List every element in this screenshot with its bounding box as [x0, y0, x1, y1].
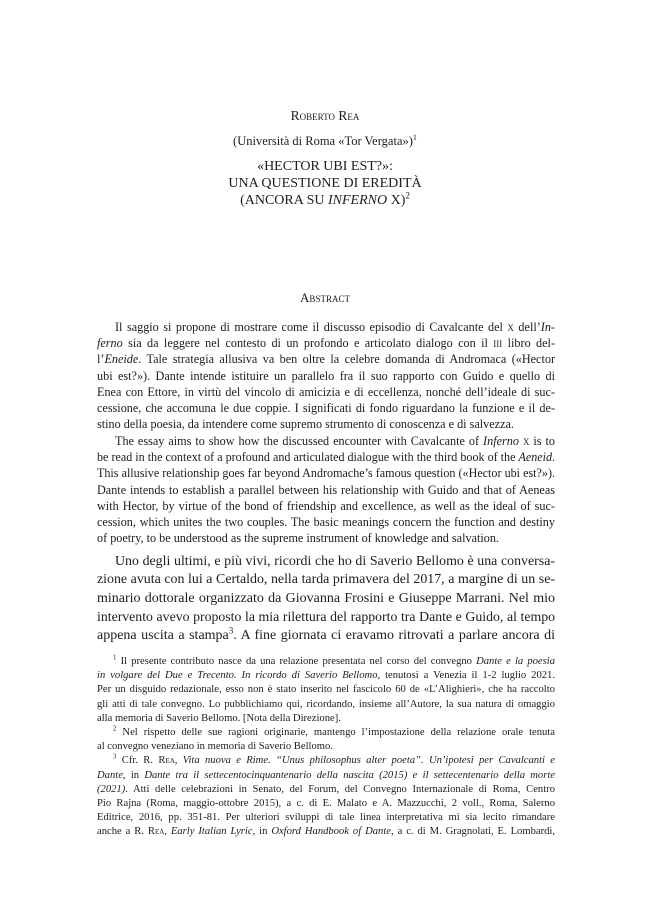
abstract-english — [97, 433, 555, 546]
body-line: minario dottorale organizzato da Giovanna Frosini e Giuseppe Marrani. Nel mio — [97, 590, 555, 606]
title-line-3: (ANCORA SU INFERNO X)$^2$ — [240, 190, 410, 208]
footnote-marker-1[interactable]: 1 — [412, 132, 417, 142]
abstract-italian — [97, 319, 555, 432]
footnote-1-line: gli atti di tale convegno. Lo pubblichiamo qui, ricordando, insieme all’Autore, la sua natura di omaggio — [97, 698, 555, 710]
abstract-heading: Abstract — [300, 290, 350, 305]
article-title — [0, 158, 650, 209]
body-line: intervento avevo proposto la mia rilettura del rapporto tra Dante e Guido, al tempo — [97, 609, 555, 625]
footnote-3-line: anche a R. Rea, Early Italian Lyric, in Oxford Handbook of Dante, a c. di M. Gragnolati, E. Lombardi, — [97, 826, 555, 838]
abstract-it-line: Il saggio si propone di mostrare come il discusso episodio di Cavalcante del x dell’In- — [115, 320, 555, 334]
footnotes — [97, 655, 555, 840]
title-line-1: «HECTOR UBI EST?»: — [257, 159, 393, 174]
abstract-en-line: of poetry, to be understood as the supreme instrument of knowledge and salvation. — [97, 531, 499, 546]
author-name: Roberto Rea — [290, 108, 360, 123]
footnote-marker-2[interactable]: 2 — [405, 190, 410, 201]
abstract-en-line: This allusive relationship goes far beyond Andromache’s famous question («Hector ubi est?»). — [97, 466, 555, 481]
abstract-it-line: l’Eneide. Tale strategia allusiva va ben oltre la celebre domanda di Andromaca («Hector — [97, 352, 555, 367]
abstract-en-line: The essay aims to show how the discussed encounter with Cavalcante of Inferno x is to — [115, 434, 556, 448]
footnote-3-line: $^3$ Cfr. R. Rea, Vita nuova e Rime. “Unus philosophus alter poeta”. Un’ipotesi per Cavalcanti e — [113, 753, 555, 767]
abstract-it-line: ubi est?»). Dante intende istituire un parallelo fra il suo rapporto con Guido e quello di — [97, 368, 555, 383]
body-text — [97, 553, 555, 645]
footnote-1-line: alla memoria di Saverio Bellomo. [Nota della Direzione]. — [97, 712, 341, 724]
footnote-3-line: (2021). Atti delle celebrazioni in Senato, del Forum, del Convegno Internazionale di Roma, Centro — [97, 783, 555, 795]
footnote-number-3: 3 — [113, 753, 117, 761]
abstract-it-line: ferno sia da leggere nel contesto di un profondo e articolato dialogo con il iii libro del- — [97, 336, 556, 351]
footnote-3-line: Dante, in Dante tra il settecentocinquantenario della nascita (2015) e il settecentenario della morte — [97, 769, 555, 781]
footnote-1-line: $^1$ Il presente contributo nasce da una relazione presentata nel corso del convegno Dante e la poesia — [113, 654, 555, 667]
author-affiliation — [0, 134, 650, 149]
footnote-2-line: al convegno veneziano in memoria di Saverio Bellomo. — [97, 741, 333, 753]
abstract-en-line: Dante intends to establish a parallel between his relationship with Guido and that of Aeneas — [97, 482, 555, 497]
abstract-en-line: be read in the context of a profound and articulated dialogue with the third book of the Aeneid. — [97, 450, 556, 465]
footnote-1-line: Per un disguido redazionale, esso non è stato inserito nel fascicolo 60 de «L’Alighieri», che ha raccolto — [97, 684, 555, 696]
abstract-en-line: with Hector, by virtue of the bond of friendship and excellence, as well as the ideal of suc- — [97, 498, 555, 513]
title-line-2: UNA QUESTIONE DI EREDITÀ — [228, 176, 422, 191]
body-line: zione avuta con lui a Certaldo, nella tarda primavera del 2017, a margine di un se- — [97, 572, 555, 588]
body-line: appena uscita a stampa$^3$. A fine giornata ci eravamo ritrovati a parlare ancora di — [97, 624, 555, 643]
footnote-2-line: $^2$ Nel rispetto delle sue ragioni originarie, mantengo l’impostazione della relazione orale tenuta — [113, 725, 555, 739]
footnote-number-2: 2 — [113, 725, 117, 733]
abstract-it-line: stino della poesia, da intendere come supremo strumento di conoscenza e di salvezza. — [97, 417, 514, 432]
abstract-en-line: cession, which unites the two couples. The basic meanings concern the function and destiny — [97, 515, 555, 530]
abstract-it-line: Enea con Ettore, in virtù del vincolo di amicizia e di eccellenza, nonché dell’ideale di suc- — [97, 384, 555, 399]
affiliation-text: (Università di Roma «Tor Vergata») — [233, 134, 413, 148]
abstract-it-line: cessione, che accomuna le due coppie. I significati di fondo riguardano la funzione e il de- — [97, 401, 555, 416]
footnote-3-line: Editrice, 2016, pp. 351-81. Per ulteriori sviluppi di tale linea interpretativa mi sia lecito rimandare — [97, 812, 555, 824]
footnote-marker-3[interactable]: 3 — [228, 624, 234, 635]
footnote-1-line: in volgare del Due e Trecento. In ricordo di Saverio Bellomo, tenutosi a Venezia il 1-2 luglio 2021. — [97, 670, 555, 682]
footnote-number-1: 1 — [113, 654, 117, 662]
footnote-3-line: Pio Rajna (Roma, maggio-ottobre 2015), a c. di E. Malato e A. Mazzucchi, 2 voll., Roma, Salerno — [97, 798, 555, 810]
body-line: Uno degli ultimi, e più vivi, ricordi che ho di Saverio Bellomo è una conversa- — [115, 554, 555, 569]
